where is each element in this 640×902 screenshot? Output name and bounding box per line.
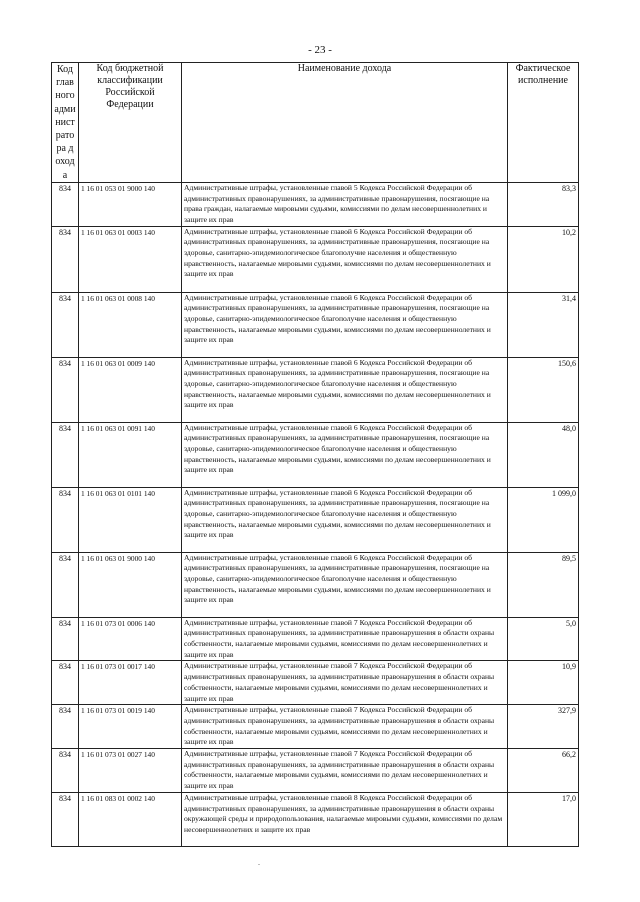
actual-value-cell: 150,6	[508, 357, 579, 422]
admin-code-cell: 834	[52, 292, 79, 357]
revenue-name-cell: Административные штрафы, установленные главой 6 Кодекса Российской Федерации об административных правонарушениях, за административные правонарушения, посягающие на здоровье, санитарно-эпидемиологическое благополучие населения и общественную нравственность, налагаемые мировыми судьями, комиссиями по делам несовершеннолетних и защите их прав	[182, 226, 508, 292]
budget-code-cell: 1 16 01 073 01 0006 140	[79, 617, 182, 661]
admin-code-cell: 834	[52, 749, 79, 793]
table-row	[52, 422, 579, 487]
actual-value-cell: 5,0	[508, 617, 579, 661]
budget-code-cell: 1 16 01 073 01 0017 140	[79, 661, 182, 705]
revenue-name-cell: Административные штрафы, установленные главой 7 Кодекса Российской Федерации об административных правонарушениях, за административные правонарушения в области охраны собственности, налагаемые мировыми судьями, комиссиями по делам несовершеннолетних и защите их прав	[182, 617, 508, 661]
admin-code-cell: 834	[52, 357, 79, 422]
admin-code-cell: 834	[52, 487, 79, 552]
header-admin-code: Код главного администратора дохода	[52, 63, 79, 183]
budget-code-cell: 1 16 01 063 01 0101 140	[79, 487, 182, 552]
budget-code-cell: 1 16 01 083 01 0002 140	[79, 792, 182, 846]
revenue-name-cell: Административные штрафы, установленные главой 6 Кодекса Российской Федерации об административных правонарушениях, за административные правонарушения, посягающие на здоровье, санитарно-эпидемиологическое благополучие населения и общественную нравственность, налагаемые мировыми судьями, комиссиями по делам несовершеннолетних и защите их прав	[182, 422, 508, 487]
actual-value-cell: 89,5	[508, 552, 579, 617]
table-row	[52, 617, 579, 661]
revenue-name-cell: Административные штрафы, установленные главой 8 Кодекса Российской Федерации об административных правонарушениях, за административные правонарушения в области охраны окружающей среды и природопользования, налагаемые мировыми судьями, комиссиями по делам несовершеннолетних и защите их прав	[182, 792, 508, 846]
table-row	[52, 792, 579, 846]
revenue-name-cell: Административные штрафы, установленные главой 7 Кодекса Российской Федерации об административных правонарушениях, за административные правонарушения в области охраны собственности, налагаемые мировыми судьями, комиссиями по делам несовершеннолетних и защите их прав	[182, 749, 508, 793]
budget-code-cell: 1 16 01 063 01 0008 140	[79, 292, 182, 357]
revenue-name-cell: Административные штрафы, установленные главой 7 Кодекса Российской Федерации об административных правонарушениях, за административные правонарушения в области охраны собственности, налагаемые мировыми судьями, комиссиями по делам несовершеннолетних и защите их прав	[182, 705, 508, 749]
admin-code-cell: 834	[52, 552, 79, 617]
table-row	[52, 749, 579, 793]
budget-code-cell: 1 16 01 073 01 0027 140	[79, 749, 182, 793]
budget-code-cell: 1 16 01 063 01 9000 140	[79, 552, 182, 617]
table-body	[52, 182, 579, 846]
table-row	[52, 705, 579, 749]
revenue-name-cell: Административные штрафы, установленные главой 6 Кодекса Российской Федерации об административных правонарушениях, за административные правонарушения, посягающие на здоровье, санитарно-эпидемиологическое благополучие населения и общественную нравственность, налагаемые мировыми судьями, комиссиями по делам несовершеннолетних и защите их прав	[182, 487, 508, 552]
table-row	[52, 487, 579, 552]
actual-value-cell: 1 099,0	[508, 487, 579, 552]
admin-code-cell: 834	[52, 617, 79, 661]
budget-code-cell: 1 16 01 053 01 9000 140	[79, 182, 182, 226]
revenue-name-cell: Административные штрафы, установленные главой 6 Кодекса Российской Федерации об административных правонарушениях, за административные правонарушения, посягающие на здоровье, санитарно-эпидемиологическое благополучие населения и общественную нравственность, налагаемые мировыми судьями, комиссиями по делам несовершеннолетних и защите их прав	[182, 552, 508, 617]
header-actual: Фактическое исполнение	[508, 63, 579, 183]
budget-code-cell: 1 16 01 073 01 0019 140	[79, 705, 182, 749]
table-row	[52, 552, 579, 617]
revenue-name-cell: Административные штрафы, установленные главой 7 Кодекса Российской Федерации об административных правонарушениях, за административные правонарушения в области охраны собственности, налагаемые мировыми судьями, комиссиями по делам несовершеннолетних и защите их прав	[182, 661, 508, 705]
admin-code-cell: 834	[52, 661, 79, 705]
actual-value-cell: 83,3	[508, 182, 579, 226]
actual-value-cell: 327,9	[508, 705, 579, 749]
actual-value-cell: 48,0	[508, 422, 579, 487]
page-number: - 23 -	[308, 44, 332, 56]
table-row	[52, 357, 579, 422]
actual-value-cell: 10,9	[508, 661, 579, 705]
revenue-name-cell: Административные штрафы, установленные главой 6 Кодекса Российской Федерации об административных правонарушениях, за административные правонарушения, посягающие на здоровье, санитарно-эпидемиологическое благополучие населения и общественную нравственность, налагаемые мировыми судьями, комиссиями по делам несовершеннолетних и защите их прав	[182, 357, 508, 422]
table-row	[52, 226, 579, 292]
actual-value-cell: 10,2	[508, 226, 579, 292]
admin-code-cell: 834	[52, 705, 79, 749]
table-row	[52, 182, 579, 226]
admin-code-cell: 834	[52, 422, 79, 487]
table-header-row	[52, 63, 579, 183]
revenue-name-cell: Административные штрафы, установленные главой 5 Кодекса Российской Федерации об административных правонарушениях, за административные правонарушения, посягающие на права граждан, налагаемые мировыми судьями, комиссиями по делам несовершеннолетних и защите их прав	[182, 182, 508, 226]
header-revenue-name: Наименование дохода	[182, 63, 508, 183]
revenue-name-cell: Административные штрафы, установленные главой 6 Кодекса Российской Федерации об административных правонарушениях, за административные правонарушения, посягающие на здоровье, санитарно-эпидемиологическое благополучие населения и общественную нравственность, налагаемые мировыми судьями, комиссиями по делам несовершеннолетних и защите их прав	[182, 292, 508, 357]
table-row	[52, 292, 579, 357]
actual-value-cell: 31,4	[508, 292, 579, 357]
admin-code-cell: 834	[52, 182, 79, 226]
actual-value-cell: 17,0	[508, 792, 579, 846]
header-budget-code: Код бюджетной классификации Российской Федерации	[79, 63, 182, 183]
budget-code-cell: 1 16 01 063 01 0003 140	[79, 226, 182, 292]
admin-code-cell: 834	[52, 792, 79, 846]
budget-code-cell: 1 16 01 063 01 0091 140	[79, 422, 182, 487]
admin-code-cell: 834	[52, 226, 79, 292]
budget-code-cell: 1 16 01 063 01 0009 140	[79, 357, 182, 422]
footer-mark: .	[258, 858, 260, 867]
actual-value-cell: 66,2	[508, 749, 579, 793]
table-row	[52, 661, 579, 705]
revenue-table	[51, 62, 579, 847]
